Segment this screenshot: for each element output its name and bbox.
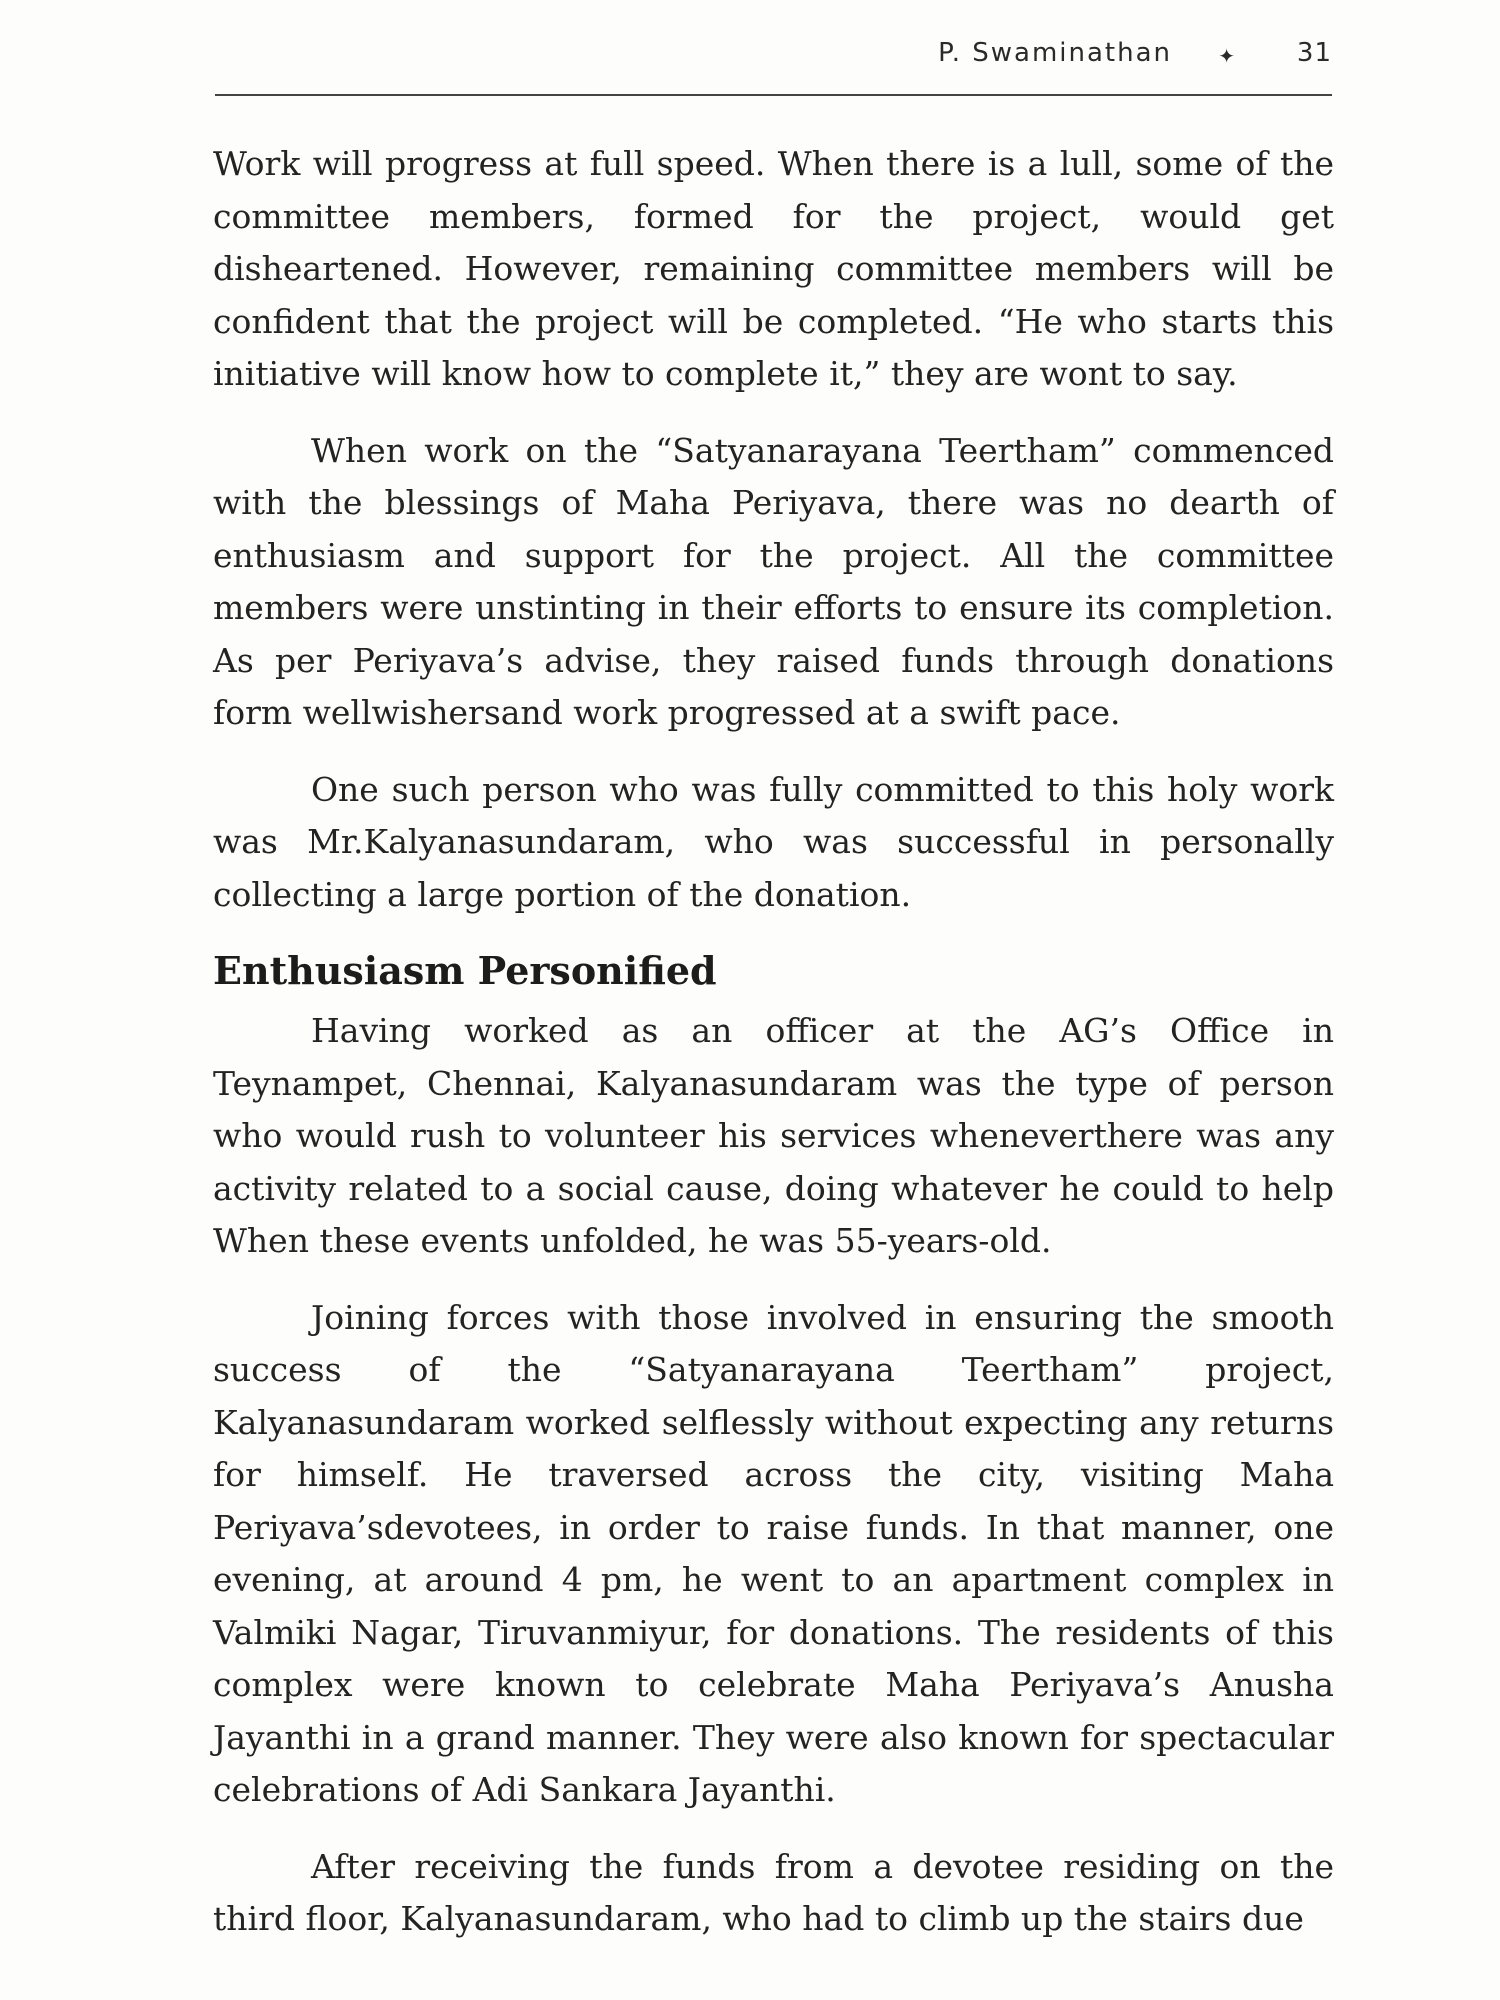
- section-heading: Enthusiasm Personified: [213, 948, 717, 993]
- header-separator-icon: ✦: [1218, 44, 1237, 68]
- paragraph-3: One such person who was fully committed to this holy work was Mr.Kalyanasundaram, who was successful in personally collecting a large portion of the donation.: [213, 769, 1334, 914]
- paragraph-1: Work will progress at full speed. When there is a lull, some of the committee members, formed for the project, would get disheartened. However, remaining committee members will be confident that the project will be completed. “He who starts this initiative will know how to complete it,” they are wont to say.: [213, 144, 1334, 393]
- running-header: [215, 38, 1332, 78]
- paragraph-6: After receiving the funds from a devotee residing on the third floor, Kalyanasundaram, who had to climb up the stairs due: [213, 1846, 1334, 1938]
- header-author: P. Swaminathan: [938, 38, 1172, 68]
- paragraph-2: When work on the “Satyanarayana Teertham” commenced with the blessings of Maha Periyava, there was no dearth of enthusiasm and support for the project. All the committee members were unstinting in their efforts to ensure its completion. As per Periyava’s advise, they raised funds through donations form wellwishersand work progressed at a swift pace.: [213, 430, 1334, 732]
- paragraph-4: Having worked as an officer at the AG’s Office in Teynampet, Chennai, Kalyanasundaram was the type of person who would rush to volunteer his services wheneverthere was any activity related to a social cause, doing whatever he could to help When these events unfolded, he was 55-years-old.: [213, 1011, 1334, 1260]
- page-number: 31: [1296, 38, 1332, 68]
- body-text: [213, 138, 1334, 1970]
- paragraph-5: Joining forces with those involved in ensuring the smooth success of the “Satyanarayana Teertham” project, Kalyanasundaram worked selflessly without expecting any returns for himself. He traversed across the city, visiting Maha Periyava’sdevotees, in order to raise funds. In that manner, one evening, at around 4 pm, he went to an apartment complex in Valmiki Nagar, Tiruvanmiyur, for donations. The residents of this complex were known to celebrate Maha Periyava’s Anusha Jayanthi in a grand manner. They were also known for spectacular celebrations of Adi Sankara Jayanthi.: [213, 1297, 1334, 1809]
- header-rule: [215, 94, 1332, 96]
